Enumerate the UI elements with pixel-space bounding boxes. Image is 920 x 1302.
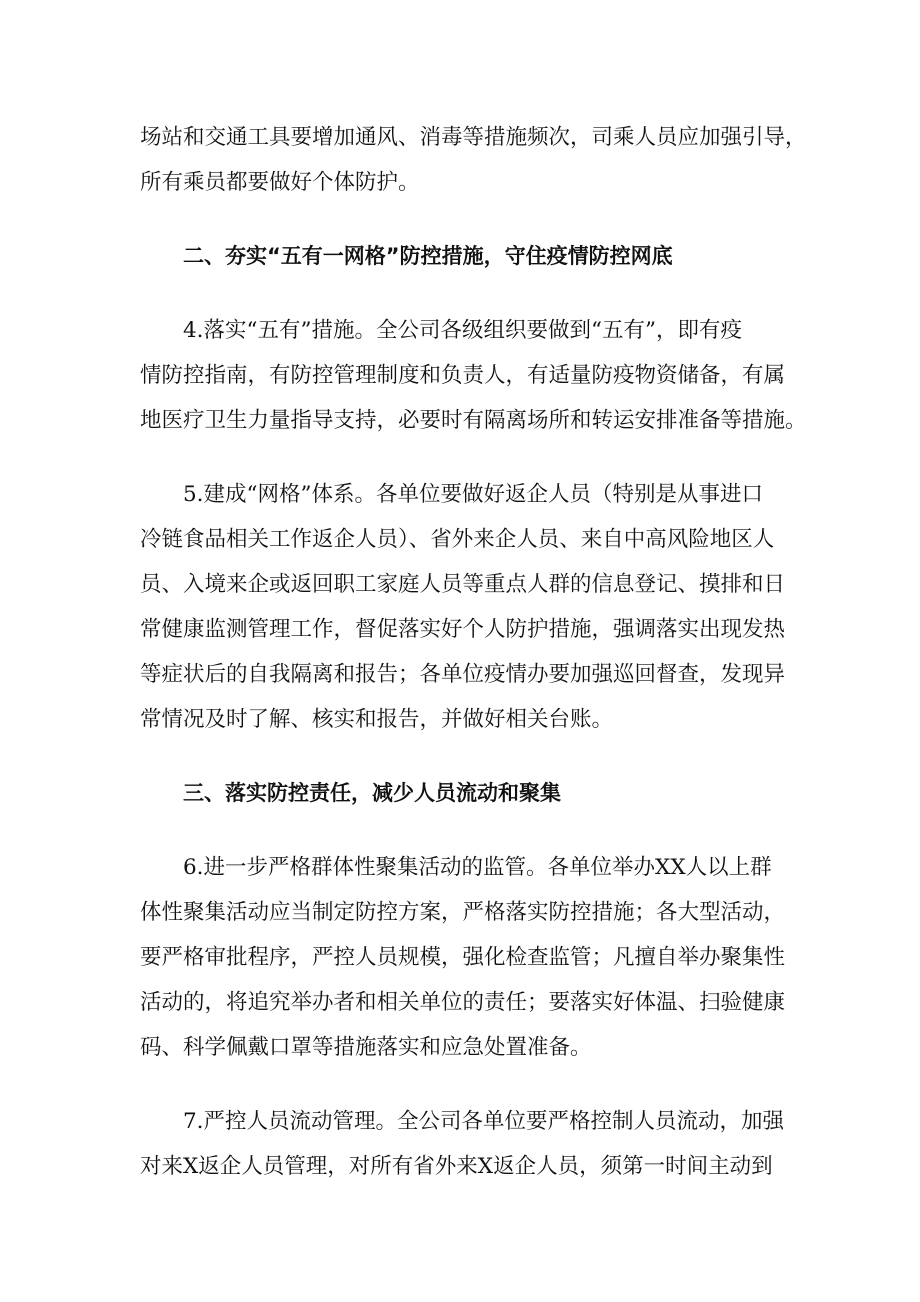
text-line: 所有乘员都要做好个体防护。 [140,170,420,195]
text-line: 等症状后的自我隔离和报告；各单位疫情办要加强巡回督查，发现异 [140,662,786,687]
paragraph-4 [140,308,807,443]
text-line: 冷链食品相关工作返企人员）、省外来企人员、来自中高风险地区人 [140,527,775,552]
text-line: 码、科学佩戴口罩等措施落实和应急处置准备。 [140,1035,592,1060]
text-line: 体性聚集活动应当制定防控方案，严格落实防控措施；各大型活动， [140,900,786,925]
text-line: 场站和交通工具要增加通风、消毒等措施频次，司乘人员应加强引导， [140,125,807,150]
text-line: 活动的，将追究举办者和相关单位的责任；要落实好体温、扫验健康 [140,990,786,1015]
section-heading-3: 三、落实防控责任，减少人员流动和聚集 [183,781,561,805]
text-line: 对来X返企人员管理，对所有省外来X返企人员，须第一时间主动到 [140,1154,773,1179]
text-line: 7.严控人员流动管理。全公司各单位要严格控制人员流动，加强 [183,1109,785,1134]
document-body [140,115,807,1189]
text-line: 6.进一步严格群体性聚集活动的监管。各单位举办XX人以上群 [183,855,772,880]
text-line: 地医疗卫生力量指导支持，必要时有隔离场所和转运安排准备等措施。 [140,408,807,433]
paragraph-7 [140,1099,785,1189]
text-line: 4.落实“五有”措施。全公司各级组织要做到“五有”，即有疫 [183,318,742,343]
text-line: 要严格审批程序，严控人员规模，强化检查监管；凡擅自举办聚集性 [140,945,786,970]
paragraph-continued [140,115,807,205]
text-line: 常情况及时了解、核实和报告，并做好相关台账。 [140,707,614,732]
paragraph-5 [140,472,785,742]
text-line: 情防控指南，有防控管理制度和负责人，有适量防疫物资储备，有属 [140,363,786,388]
text-line: 5.建成“网格”体系。各单位要做好返企人员（特别是从事进口 [183,482,763,507]
text-line: 员、入境来企或返回职工家庭人员等重点人群的信息登记、摸排和日 [140,572,786,597]
paragraph-6 [140,845,785,1070]
text-line: 常健康监测管理工作，督促落实好个人防护措施，强调落实出现发热 [140,617,786,642]
section-heading-2: 二、夯实“五有一网格”防控措施，守住疫情防控网底 [183,244,673,268]
